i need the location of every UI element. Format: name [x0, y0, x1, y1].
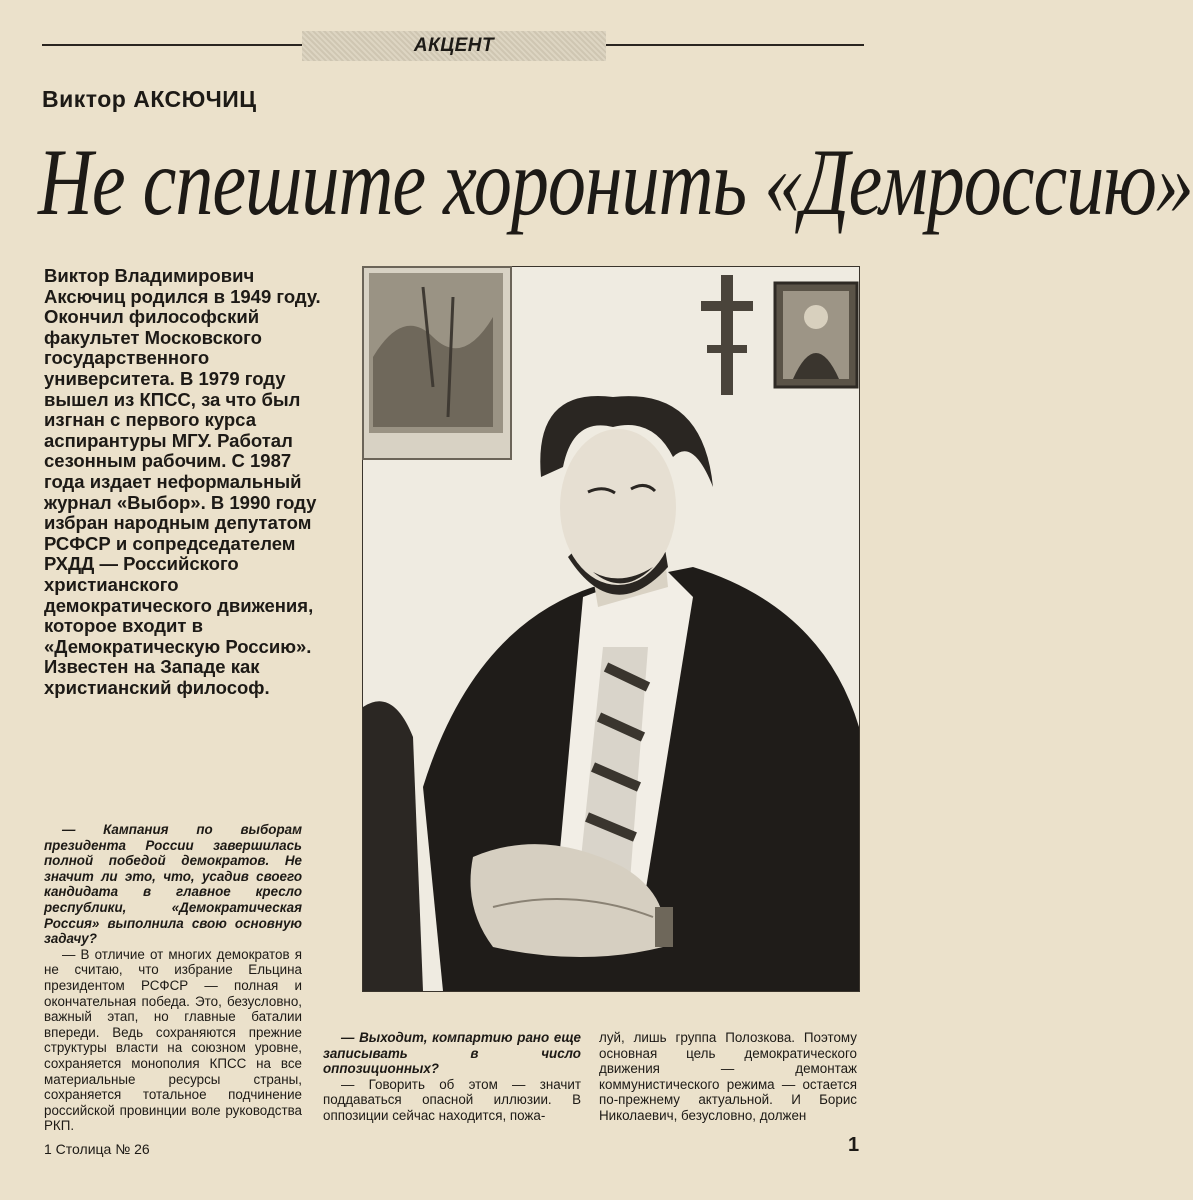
portrait-illustration [363, 267, 859, 991]
header-rule-left [42, 44, 304, 46]
answer-2-continued: луй, лишь группа Полозкова. Поэтому основная цель демократического движения — демонтаж коммунистического режима — остается по-прежнему актуальной. И Борис Николаевич, безусловно, должен [599, 1030, 857, 1123]
issue-label: 1 Столица № 26 [44, 1141, 150, 1157]
interview-column-1 [44, 822, 302, 1134]
interview-column-3 [599, 1030, 857, 1124]
author-name: Виктор АКСЮЧИЦ [42, 86, 257, 112]
question-2: — Выходит, компартию рано еще записывать в число оппозиционных? [323, 1030, 581, 1077]
header-rule-right [606, 44, 864, 46]
portrait-photo [362, 266, 860, 992]
answer-2: — Говорить об этом — значит поддаваться опасной иллюзии. В оппозиции сейчас находится, пожа- [323, 1076, 581, 1123]
author-bio: Виктор Владимирович Аксючиц родился в 1949 году. Окончил философский факультет Московского государственного университета. В 1979 году вышел из КПСС, за что был изгнан с первого курса аспирантуры МГУ. Работал сезонным рабочим. С 1987 года издает неформальный журнал «Выбор». В 1990 году избран народным депутатом РСФСР и сопредседателем РХДД — Российского христианского демократического движения, которое входит в «Демократическую Россию». Известен на Западе как христианский философ. [44, 265, 321, 698]
headline: Не спешите хоронить «Демроссию» [38, 130, 1193, 235]
question-1: — Кампания по выборам президента России завершилась полной победой демократов. Не значит ли это, что, усадив своего кандидата в главное кресло республики, «Демократическая Россия» выполнила свою основную задачу? [44, 822, 302, 947]
section-banner [302, 31, 606, 61]
page-number: 1 [848, 1134, 860, 1156]
answer-1: — В отличие от многих демократов я не считаю, что избрание Ельцина президентом РСФСР — полная и окончательная победа. Это, безусловно, важный этап, но главные баталии впереди. Ведь сохраняются прежние структуры власти на союзном уровне, сохраняется монополия КПСС на все материальные ресурсы страны, сохраняется тотальное подчинение российской провинции воле руководства РКП. [44, 946, 302, 1134]
section-label: АКЦЕНТ [413, 35, 495, 56]
interview-column-2 [323, 1030, 581, 1124]
